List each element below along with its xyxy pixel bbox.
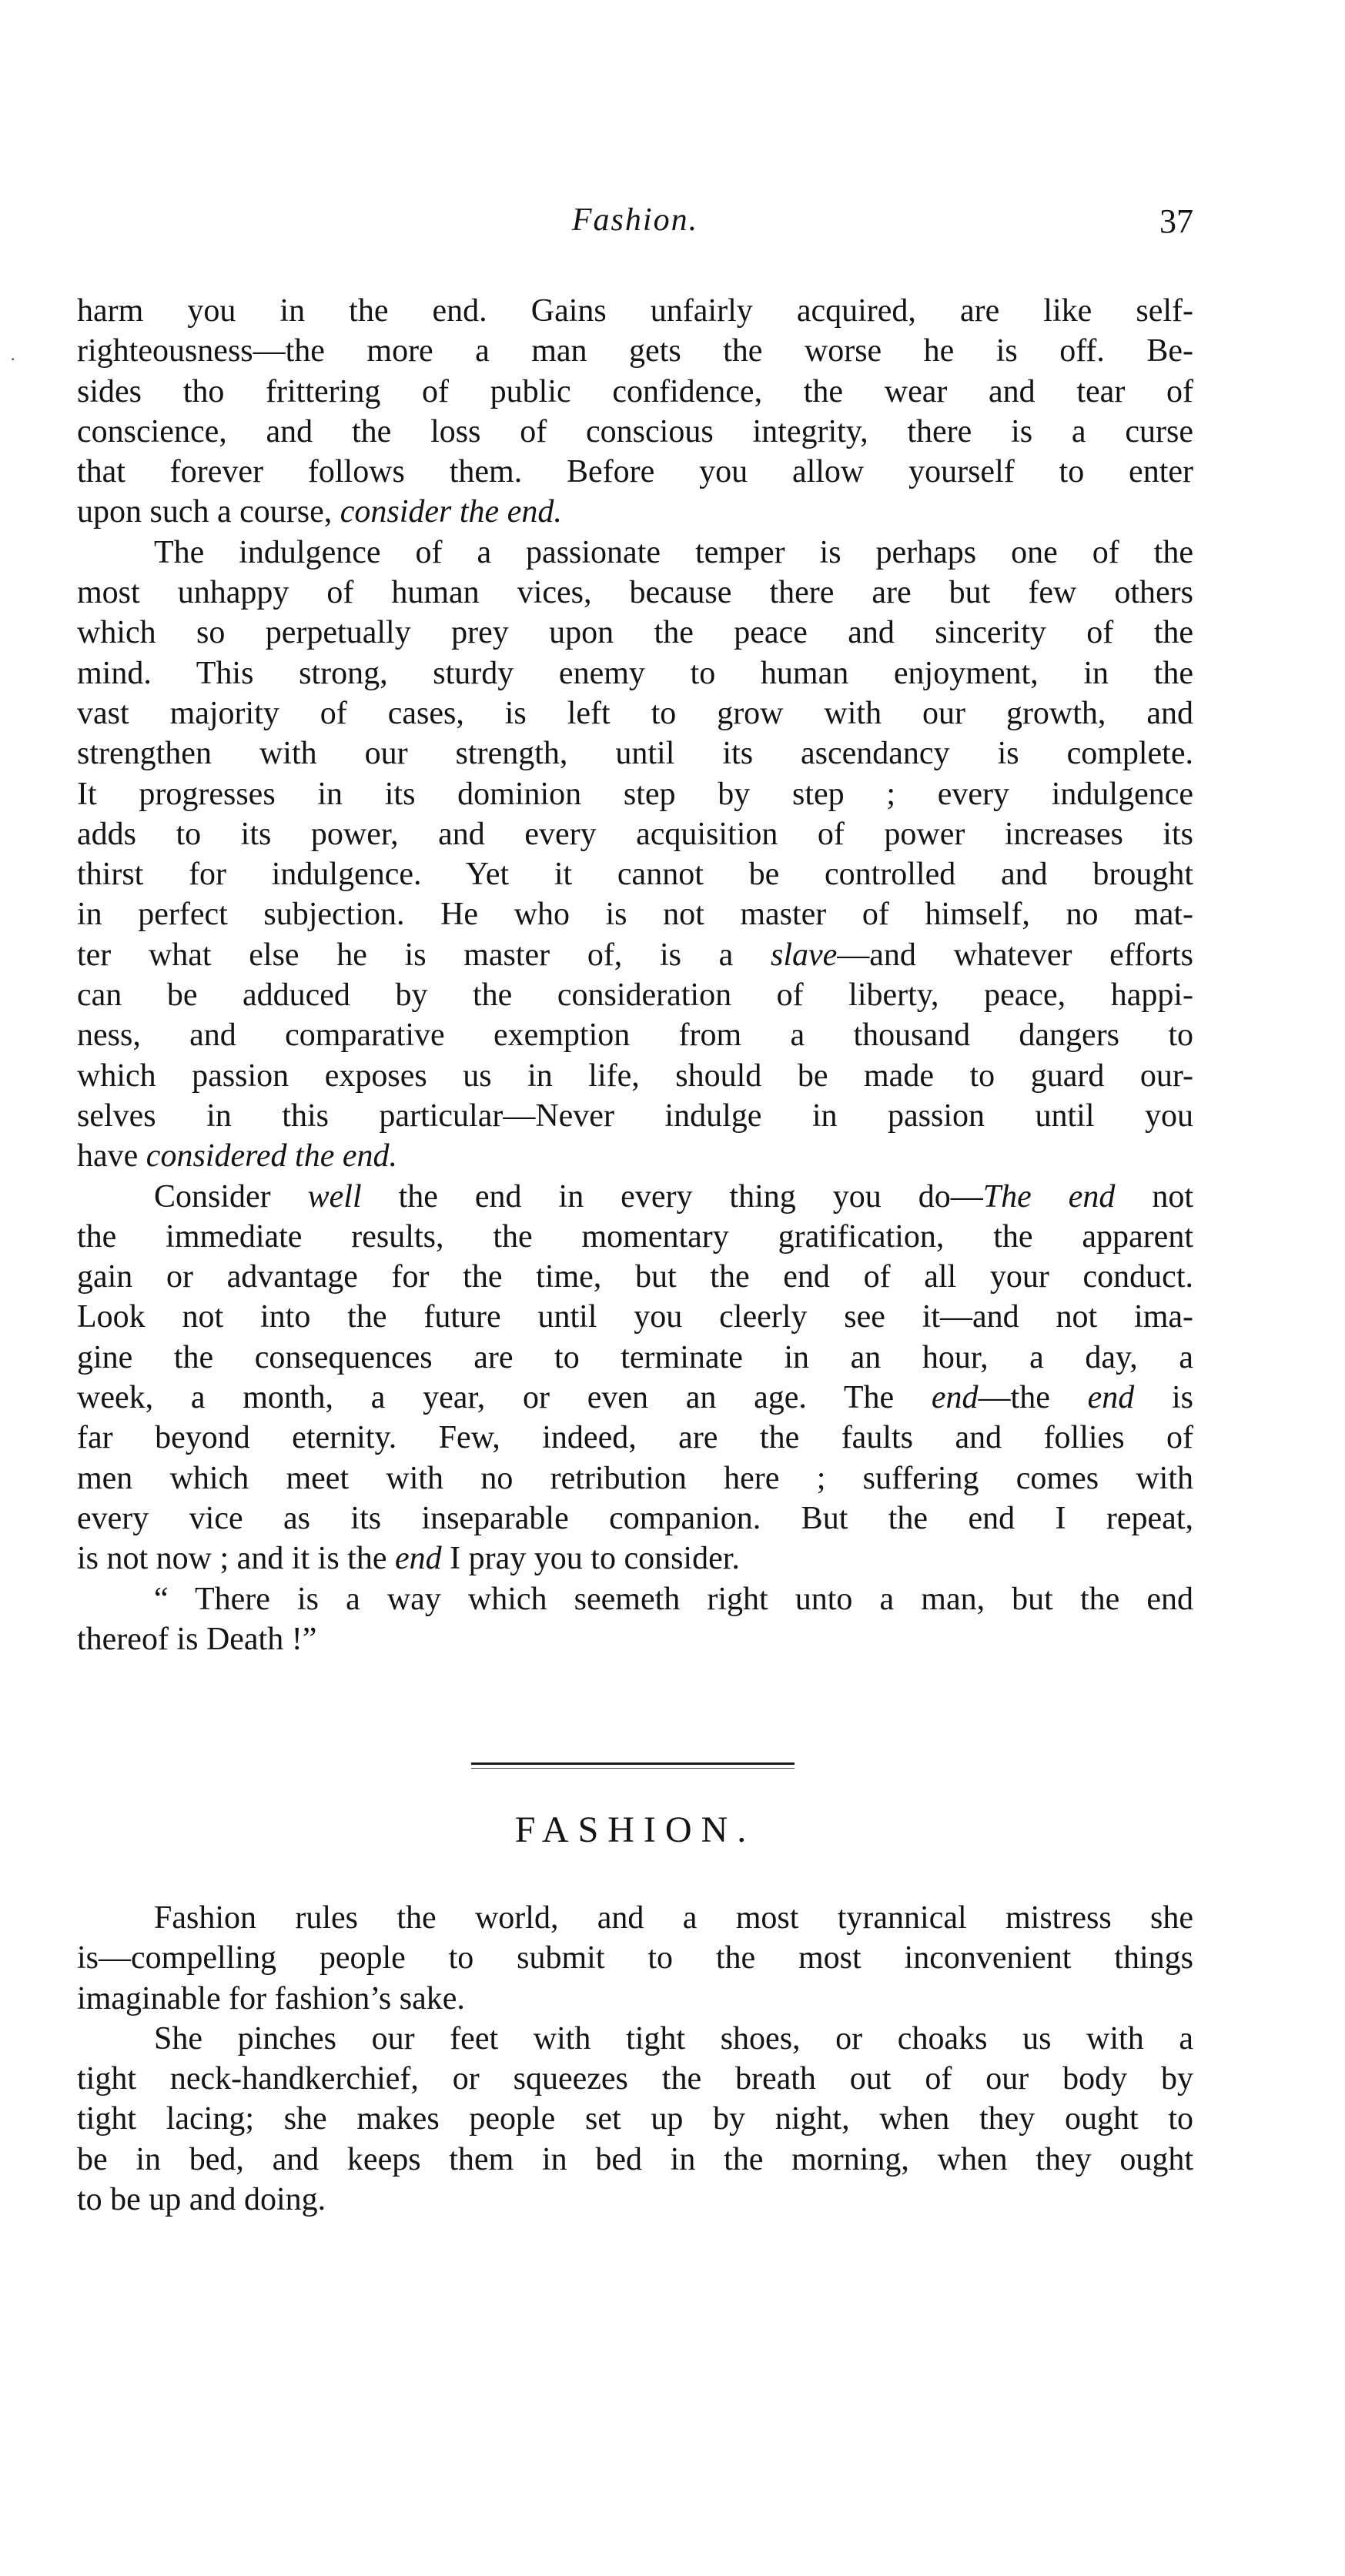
text-line: selves in this particular—Never indulge in passion until you: [77, 1098, 1193, 1134]
text-line: sides tho frittering of public confidence, the wear and tear of: [77, 373, 1193, 409]
text-line: [77, 935, 1193, 975]
text-line: harm you in the end. Gains unfairly acquired, are like self-: [77, 293, 1193, 329]
text-line: tight neck-handkerchief, or squeezes the breath out of our body by: [77, 2061, 1193, 2097]
text-line: which so perpetually prey upon the peace and sincerity of the: [77, 615, 1193, 651]
emphasis-text: end: [1087, 1380, 1135, 1416]
text-line: mind. This strong, sturdy enemy to human enjoyment, in the: [77, 655, 1193, 691]
text-line: thereof is Death !”: [77, 1621, 317, 1657]
paragraph-consider-well: [77, 1177, 1193, 1579]
running-header: [77, 202, 1193, 256]
emphasis-text: end: [395, 1541, 442, 1577]
text-line: It progresses in its dominion step by step ; every indulgence: [77, 776, 1193, 812]
text-line: “ There is a way which seemeth right unto a man, but the end: [154, 1581, 1193, 1617]
text-line: in perfect subjection. He who is not master of himself, no mat-: [77, 897, 1193, 933]
text-run: upon such a course,: [77, 494, 340, 530]
quotation: [77, 1579, 1193, 1660]
text-line: [77, 1136, 1193, 1176]
text-run: is: [1134, 1380, 1193, 1416]
text-line: the immediate results, the momentary gratification, the apparent: [77, 1218, 1193, 1255]
text-line: Fashion rules the world, and a most tyrannical mistress she: [154, 1900, 1193, 1936]
paragraph-pinches-our-feet: [77, 2019, 1193, 2220]
running-title: Fashion.: [571, 202, 699, 238]
emphasis-text: The end: [982, 1178, 1116, 1214]
text-section-fashion: [77, 1898, 1193, 2220]
text-run: not: [1115, 1178, 1193, 1214]
section-divider-rule: [471, 1762, 795, 1765]
emphasis-text: end: [931, 1380, 979, 1416]
text-run: I pray you to consider.: [441, 1541, 740, 1577]
text-line: strengthen with our strength, until its ascendancy is complete.: [77, 736, 1193, 772]
text-line: ness, and comparative exemption from a thousand dangers to: [77, 1017, 1193, 1054]
text-line: [77, 1539, 1193, 1579]
text-line: conscience, and the loss of conscious integrity, there is a curse: [77, 413, 1193, 449]
text-line: be in bed, and keeps them in bed in the morning, when they ought: [77, 2141, 1193, 2177]
paragraph-passionate-temper: [77, 533, 1193, 1177]
text-line: gine the consequences are to terminate in an hour, a day, a: [77, 1339, 1193, 1375]
text-line: adds to its power, and every acquisition of power increases its: [77, 816, 1193, 852]
paragraph-fashion-rules: [77, 1898, 1193, 2019]
text-run: ter what else he is master of, is a: [77, 937, 771, 973]
text-line: which passion exposes us in life, should be made to guard our-: [77, 1057, 1193, 1094]
text-line: The indulgence of a passionate temper is perhaps one of the: [154, 534, 1193, 570]
page-number: 37: [1159, 202, 1193, 240]
emphasis-text: well: [307, 1178, 362, 1214]
text-run: have: [77, 1138, 146, 1174]
text-run: —the: [978, 1380, 1088, 1416]
text-line: thirst for indulgence. Yet it cannot be controlled and brought: [77, 857, 1193, 893]
text-line: imaginable for fashion’s sake.: [77, 1980, 465, 2016]
text-line: righteousness—the more a man gets the worse he is off. Be-: [77, 333, 1193, 369]
text-run: —and whatever efforts: [837, 937, 1194, 973]
text-line: to be up and doing.: [77, 2182, 326, 2218]
text-line: men which meet with no retribution here ; suffering comes with: [77, 1460, 1193, 1496]
text-line: most unhappy of human vices, because there are but few others: [77, 575, 1193, 611]
text-run: week, a month, a year, or even an age. The: [77, 1380, 932, 1416]
text-line: that forever follows them. Before you allow yourself to enter: [77, 454, 1193, 490]
text-section-consider-the-end: [77, 291, 1193, 1659]
section-heading: FASHION.: [514, 1809, 756, 1850]
text-line: gain or advantage for the time, but the end of all your conduct.: [77, 1259, 1193, 1295]
stray-ink-mark: .: [11, 345, 15, 364]
emphasis-text: slave: [770, 937, 838, 973]
text-line: tight lacing; she makes people set up by night, when they ought to: [77, 2101, 1193, 2137]
text-line: vast majority of cases, is left to grow with our growth, and: [77, 695, 1193, 731]
text-line: is—compelling people to submit to the most inconvenient things: [77, 1940, 1193, 1976]
text-line: far beyond eternity. Few, indeed, are the faults and follies of: [77, 1420, 1193, 1456]
text-line: every vice as its inseparable companion. But the end I repeat,: [77, 1500, 1193, 1536]
text-line: [77, 1177, 1193, 1217]
text-line: can be adduced by the consideration of liberty, peace, happi-: [77, 977, 1193, 1014]
text-line: She pinches our feet with tight shoes, or choaks us with a: [154, 2020, 1193, 2056]
text-run: Consider: [154, 1178, 308, 1214]
text-line: [77, 1378, 1193, 1418]
paragraph-gains-unfairly: [77, 291, 1193, 533]
text-line: Look not into the future until you cleerly see it—and not ima-: [77, 1299, 1193, 1335]
text-run: the end in every thing you do—: [361, 1178, 983, 1214]
emphasis-text: considered the end.: [146, 1138, 397, 1174]
text-run: is not now ; and it is the: [77, 1541, 395, 1577]
emphasis-text: consider the end.: [340, 494, 562, 530]
text-line: [77, 492, 1193, 532]
